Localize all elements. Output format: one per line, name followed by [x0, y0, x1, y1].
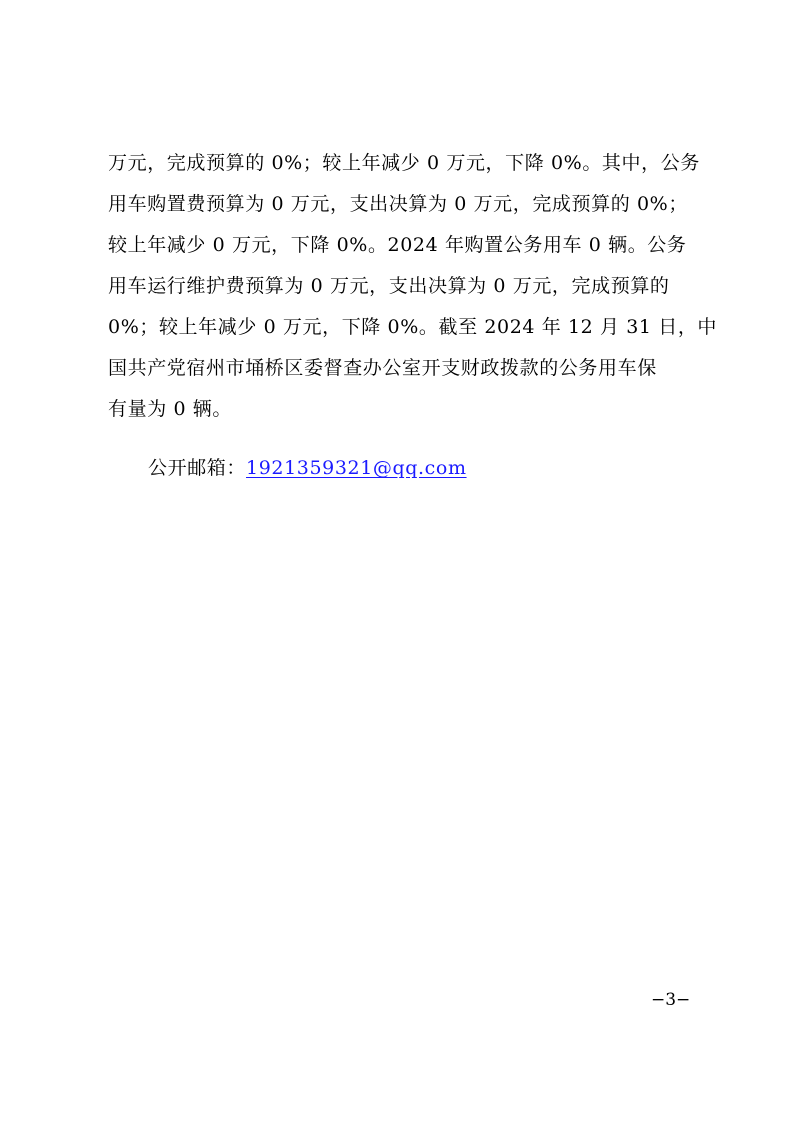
page-number: −3− — [651, 990, 691, 1010]
contact-label: 公开邮箱： — [148, 457, 247, 479]
contact-line — [148, 448, 467, 489]
paragraph-line: 万元，完成预算的 0%；较上年减少 0 万元，下降 0%。其中，公务 — [108, 152, 700, 174]
paragraph-line: 0%；较上年减少 0 万元，下降 0%。截至 2024 年 12 月 31 日，中 — [108, 316, 718, 338]
paragraph-line: 较上年减少 0 万元，下降 0%。2024 年购置公务用车 0 辆。公务 — [108, 234, 687, 256]
paragraph-line: 国共产党宿州市埇桥区委督查办公室开支财政拨款的公务用车保 — [108, 357, 657, 379]
email-link[interactable]: 1921359321@qq.com — [246, 457, 467, 479]
body-paragraph — [108, 143, 718, 430]
paragraph-line: 有量为 0 辆。 — [108, 398, 232, 420]
paragraph-line: 用车运行维护费预算为 0 万元，支出决算为 0 万元，完成预算的 — [108, 275, 670, 297]
paragraph-line: 用车购置费预算为 0 万元，支出决算为 0 万元，完成预算的 0%； — [108, 193, 688, 215]
